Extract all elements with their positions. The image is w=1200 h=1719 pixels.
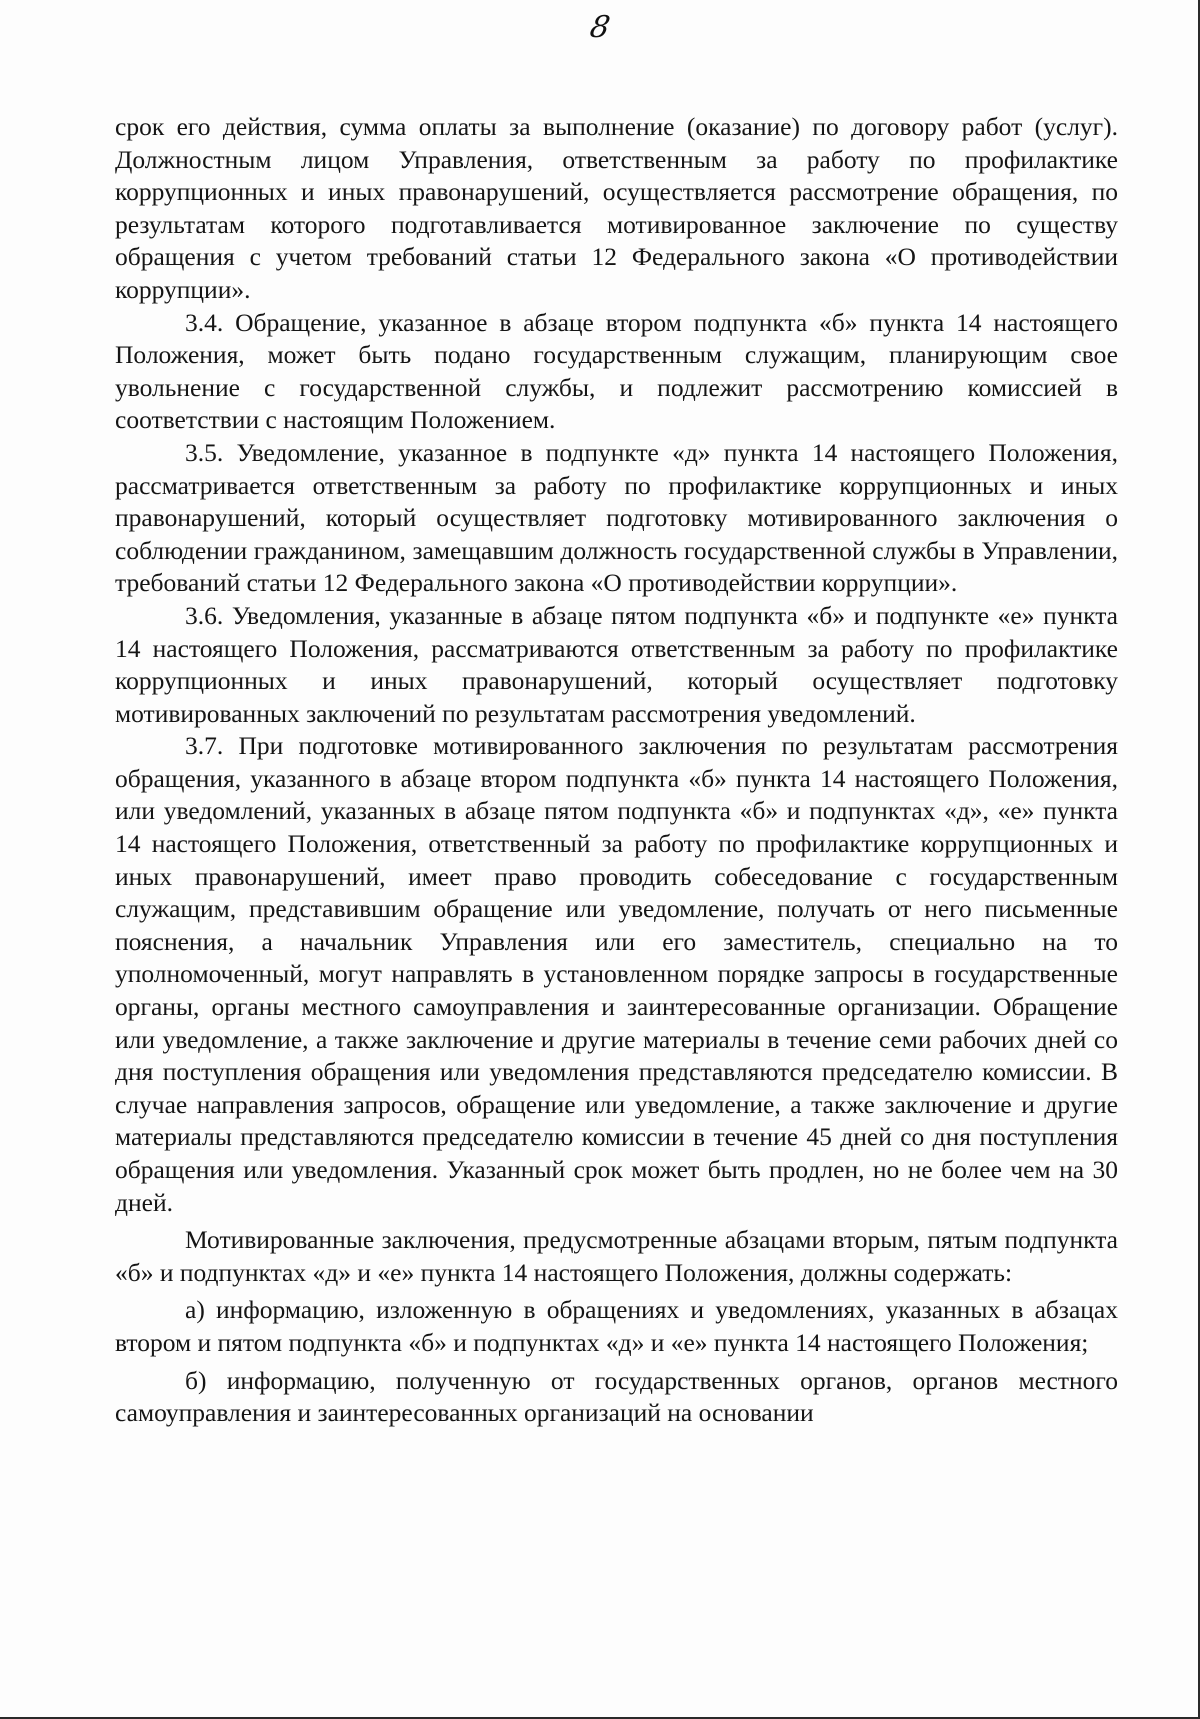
paragraph-continuation: срок его действия, сумма оплаты за выполнение (оказание) по договору работ (услуг). Должностным лицом Управления, ответственным за работу по профилактике коррупционных и иных правонарушений, осуществляется рассмотрение обращения, по результатам которого подготавливается мотивированное заключение по существу обращения с учетом требований статьи 12 Федерального закона «О противодействии коррупции».	[115, 112, 1118, 304]
paragraph-item-a: а) информацию, изложенную в обращениях и уведомлениях, указанных в абзацах втором и пятом подпункта «б» и подпунктах «д» и «е» пункта 14 настоящего Положения;	[115, 1295, 1118, 1357]
page-number: 8	[587, 10, 613, 45]
paragraph-3-4: 3.4. Обращение, указанное в абзаце втором подпункта «б» пункта 14 настоящего Положения, может быть подано государственным служащим, планирующим свое увольнение с государственной службы, и подлежит рассмотрению комиссией в соответствии с настоящим Положением.	[115, 307, 1118, 435]
paragraph-item-b: б) информацию, полученную от государственных органов, органов местного самоуправления и заинтересованных организаций на основании	[115, 1365, 1118, 1428]
paragraph-3-5: 3.5. Уведомление, указанное в подпункте «д» пункта 14 настоящего Положения, рассматривается ответственным за работу по профилактике коррупционных и иных правонарушений, который осуществляет подготовку мотивированного заключения о соблюдении гражданином, замещавшим должность государственной службы в Управлении, требований статьи 12 Федерального закона «О противодействии коррупции».	[115, 437, 1118, 598]
paragraph-3-6: 3.6. Уведомления, указанные в абзаце пятом подпункта «б» и подпункте «е» пункта 14 настоящего Положения, рассматриваются ответственным за работу по профилактике коррупционных и иных правонарушений, который осуществляет подготовку мотивированных заключений по результатам рассмотрения уведомлений.	[115, 600, 1118, 728]
paragraph-motivated-conclusions: Мотивированные заключения, предусмотренные абзацами вторым, пятым подпункта «б» и подпунктах «д» и «е» пункта 14 настоящего Положения, должны содержать:	[115, 1225, 1118, 1287]
paragraph-3-7: 3.7. При подготовке мотивированного заключения по результатам рассмотрения обращения, указанного в абзаце втором подпункта «б» пункта 14 настоящего Положения, или уведомлений, указанных в абзаце пятом подпункта «б» и подпунктах «д», «е» пункта 14 настоящего Положения, ответственный за работу по профилактике коррупционных и иных правонарушений, имеет право проводить собеседование с государственным служащим, представившим обращение или уведомление, получать от него письменные пояснения, а начальник Управления или его заместитель, специально на то уполномоченный, могут направлять в установленном порядке запросы в государственные органы, органы местного самоуправления и заинтересованные организации. Обращение или уведомление, а также заключение и другие материалы в течение семи рабочих дней со дня поступления обращения или уведомления представляются председателю комиссии. В случае направления запросов, обращение или уведомление, а также заключение и другие материалы представляются председателю комиссии в течение 45 дней со дня поступления обращения или уведомления. Указанный срок может быть продлен, но не более чем на 30 дней.	[115, 731, 1118, 1217]
document-body	[115, 111, 1118, 1430]
